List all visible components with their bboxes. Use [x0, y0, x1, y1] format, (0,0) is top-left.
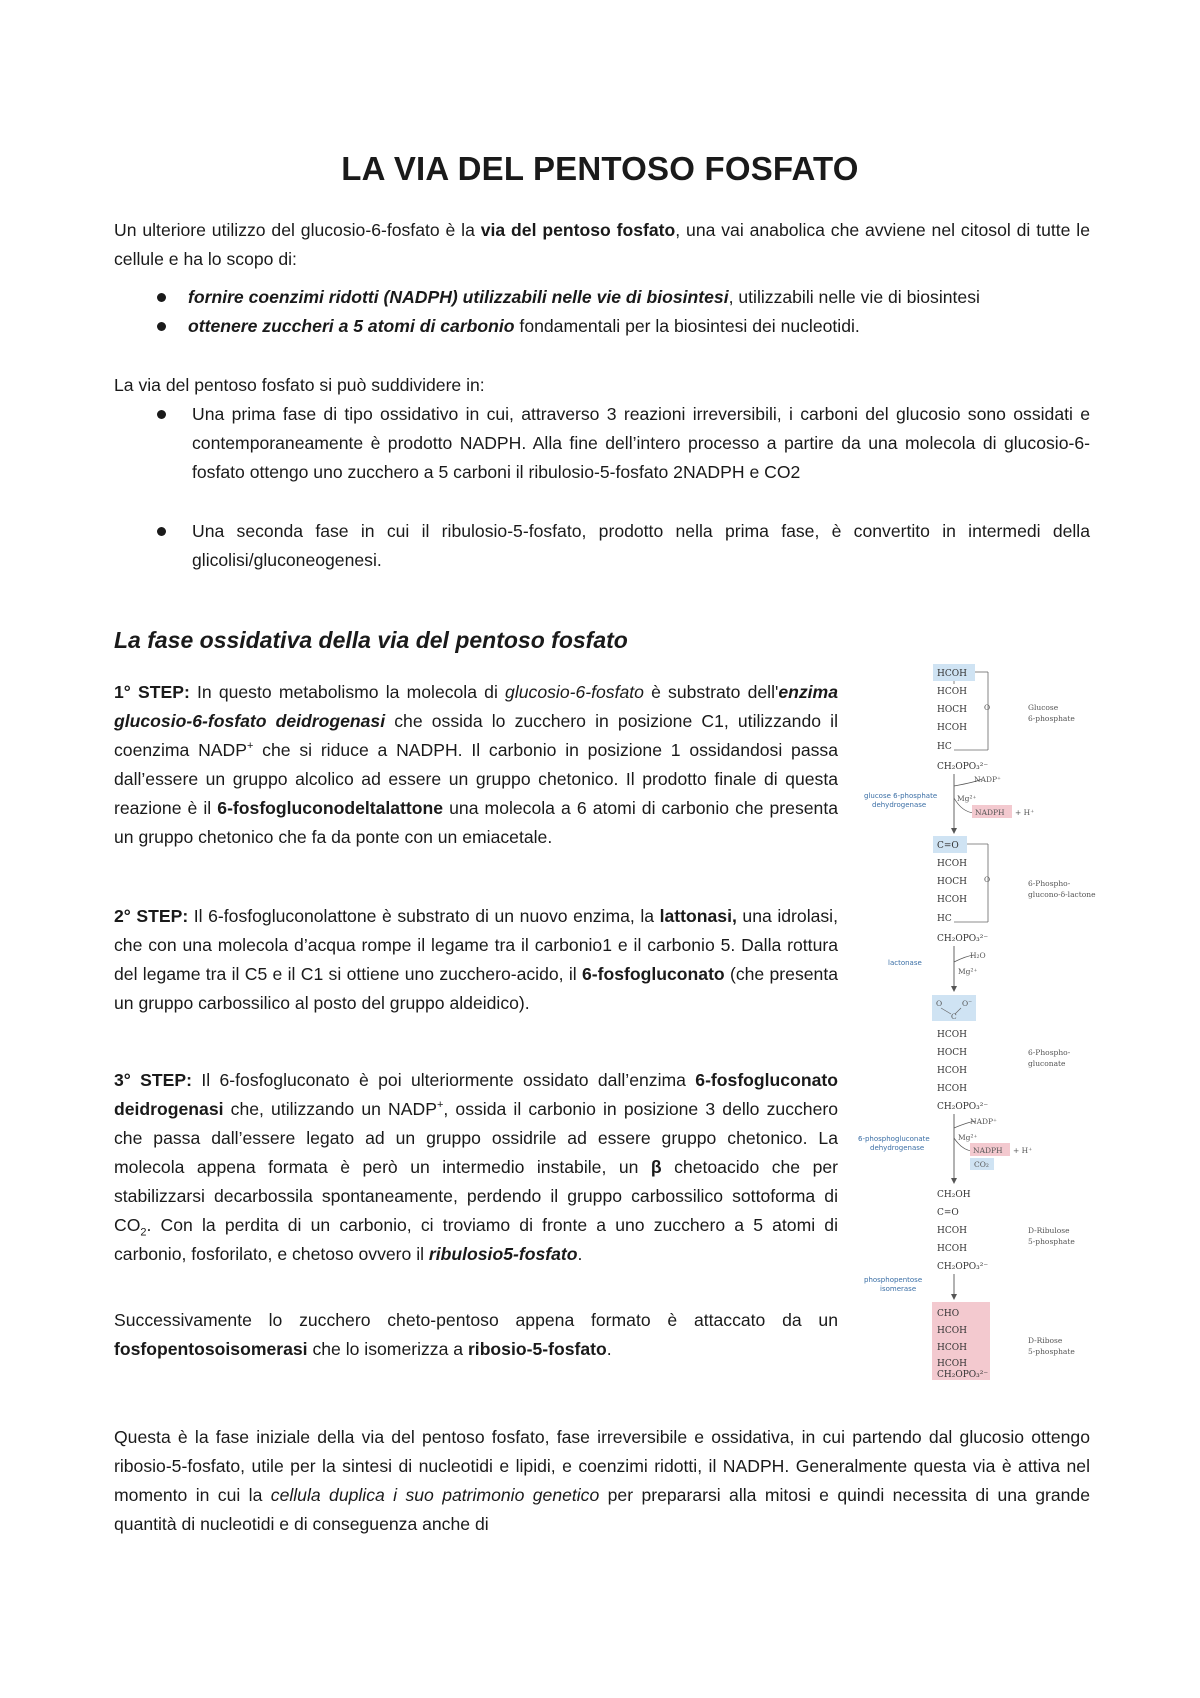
formula-row: HCOH: [937, 687, 967, 697]
superscript: +: [436, 1099, 444, 1112]
formula-row: HCOH: [937, 1326, 967, 1336]
step-text: In questo metabolismo la molecola di: [189, 682, 506, 702]
step-text: una molecola a 6 atomi di carbonio che presenta un gruppo chetonico che fa da ponte con un emiacetale.: [114, 798, 838, 847]
page-title: LA VIA DEL PENTOSO FOSFATO: [341, 150, 859, 187]
product-name: 6-fosfogluconodeltalattone: [217, 798, 444, 818]
intro-text-1: Un ulteriore utilizzo del glucosio-6-fosfato è la: [114, 220, 481, 240]
enzyme-label: 6-phosphogluconate: [858, 1135, 930, 1143]
bullet-dot: [157, 527, 166, 536]
carboxyl-carbon: C: [951, 1012, 957, 1021]
step-text: una idrolasi, che con una molecola d’acqua rompe il legame tra il carbonio1 e il carbonio 5. Dalla rottura del legame tra il C5 e il C1 si ottiene uno zucchero-acido, il: [114, 906, 838, 984]
cofactor-out: NADPH: [975, 808, 1005, 817]
step-text: , ossida il carbonio in posizione 3 dello zucchero che passa dall’essere legato ad un gruppo ossidrile ad essere gruppo chetonico. La molecola appena formata è però un intermedio instabile, un: [114, 1099, 838, 1177]
molecule-name: gluconate: [1028, 1059, 1066, 1068]
enzyme-label: dehydrogenase: [870, 1144, 925, 1152]
goal-item: [188, 312, 1090, 341]
formula-row: CH₂OPO₃²⁻: [937, 1370, 989, 1380]
step-text: che ossida lo zucchero in posizione C1, utilizzando il coenzima NADP: [114, 711, 838, 760]
proton: + H⁺: [1013, 1146, 1033, 1155]
enzyme-label: isomerase: [880, 1285, 917, 1293]
goal-rest: , utilizzabili nelle vie di biosintesi: [728, 287, 980, 307]
step-text: (che presenta un gruppo carbossilico al posto del gruppo aldeidico).: [114, 964, 838, 1013]
formula-row: HCOH: [937, 669, 967, 679]
formula-row: CH₂OPO₃²⁻: [937, 1262, 989, 1272]
subscript: 2: [140, 1226, 147, 1239]
closing-text: per prepararsi alla mitosi e quindi necessita di una grande quantità di nucleotidi e di conseguenza anche di: [114, 1485, 1090, 1534]
formula-row: HOCH: [937, 705, 967, 715]
bullet-dot: [157, 322, 166, 331]
step-label: 2° STEP:: [114, 906, 189, 926]
carboxyl-oxygen: O: [936, 999, 943, 1008]
after-text: Successivamente lo zucchero cheto-pentoso appena formato è attaccato da un: [114, 1310, 838, 1330]
step-2-paragraph: [114, 902, 838, 1018]
closing-italic: cellula duplica i suo patrimonio genetico: [270, 1485, 600, 1505]
molecule-name: 6-Phospho-: [1028, 879, 1071, 888]
enzyme-label: dehydrogenase: [872, 801, 927, 809]
formula-row: HC: [937, 742, 952, 752]
formula-row: HCOH: [937, 1084, 967, 1094]
cofactor-in: NADP⁺: [970, 1117, 997, 1126]
molecule-name: Glucose: [1028, 703, 1059, 712]
enzyme-label: glucose 6-phosphate: [864, 792, 938, 800]
closing-text: Questa è la fase iniziale della via del pentoso fosfato, fase irreversibile e ossidativa, in cui partendo dal glucosio ottengo ribosio-5-fosfato, utile per la sintesi di nucleotidi e lipidi, e coenzimi ridotti, il NADPH. Generalmente questa via è attiva nel momento in cui la: [114, 1427, 1090, 1505]
phase-item: Una seconda fase in cui il ribulosio-5-fosfato, prodotto nella prima fase, è convertito in intermedi della glicolisi/gluconeogenesi.: [192, 521, 1090, 570]
product-name: ribosio-5-fosfato: [467, 1339, 607, 1359]
cofactor-out: NADPH: [973, 1146, 1003, 1155]
enzyme-name: fosfopentosoisomerasi: [114, 1339, 308, 1359]
product-name: ribulosio5-fosfato: [428, 1244, 578, 1264]
ring-oxygen: O: [984, 703, 991, 712]
formula-row: C=O: [937, 1208, 959, 1218]
formula-row: HCOH: [937, 859, 967, 869]
step-text: Il 6-fosfogluconato è poi ulteriormente ossidato dall’enzima: [192, 1070, 696, 1090]
division-intro: La via del pentoso fosfato si può suddividere in:: [114, 375, 485, 395]
formula-row: C=O: [937, 841, 959, 851]
proton: + H⁺: [1015, 808, 1035, 817]
superscript: +: [246, 740, 254, 753]
cofactor: Mg²⁺: [958, 967, 978, 976]
formula-row: HC: [937, 914, 952, 924]
molecule-name: D-Ribose: [1028, 1336, 1063, 1345]
enzyme-label: lactonase: [888, 959, 922, 967]
molecule-name: 6-phosphate: [1028, 714, 1075, 723]
formula-row: HCOH: [937, 1359, 967, 1369]
bullet-dot: [157, 293, 166, 302]
step-text: chetoacido che per stabilizzarsi decarbossila spontaneamente, perdendo il gruppo carbossilico sottoforma di CO: [114, 1157, 839, 1235]
pathway-figure: [858, 660, 1128, 1380]
formula-row: HOCH: [937, 1048, 967, 1058]
goal-emphasis: ottenere zuccheri a 5 atomi di carbonio: [188, 316, 515, 336]
bullet-dot: [157, 410, 166, 419]
goal-item: [188, 283, 1090, 312]
formula-row: HCOH: [937, 1066, 967, 1076]
formula-row: CH₂OPO₃²⁻: [937, 762, 989, 772]
co2-out: CO₂: [974, 1160, 989, 1169]
enzyme-label: phosphopentose: [864, 1276, 923, 1284]
molecule-name: glucono-δ-lactone: [1028, 890, 1096, 899]
formula-row: CH₂OPO₃²⁻: [937, 1102, 989, 1112]
molecule-name: D-Ribulose: [1028, 1226, 1070, 1235]
step-text: Il 6-fosfogluconolattone è substrato di un nuovo enzima, la: [188, 906, 660, 926]
pathway-diagram: [858, 660, 1128, 1380]
step-text: .: [577, 1244, 583, 1264]
cofactor-in: H₂O: [970, 951, 986, 960]
cofactor: Mg²⁺: [957, 794, 977, 803]
formula-row: HCOH: [937, 895, 967, 905]
step-1-paragraph: [114, 678, 838, 852]
formula-row: HCOH: [937, 723, 967, 733]
step-text: che si riduce a NADPH. Il carbonio in posizione 1 ossidandosi passa dall’essere un gruppo alcolico ad essere un gruppo chetonico. Il prodotto finale di questa reazione è il: [114, 740, 838, 818]
phase-item: Una prima fase di tipo ossidativo in cui, attraverso 3 reazioni irreversibili, i carboni del glucosio sono ossidati e contemporaneamente è prodotto NADPH. Alla fine dell’intero processo a partire da una molecola di glucosio-6-fosfato ottengo uno zucchero a 5 carboni il ribulosio-5-fosfato 2NADPH e CO2: [192, 404, 1090, 482]
section-subheading: La fase ossidativa della via del pentoso fosfato: [114, 627, 628, 653]
formula-row: CH₂OH: [937, 1190, 971, 1200]
step-text: che, utilizzando un NADP: [223, 1099, 437, 1119]
closing-paragraph: [114, 1423, 1090, 1539]
product-name: 6-fosfogluconato: [581, 964, 725, 984]
molecule-name: 6-Phospho-: [1028, 1048, 1071, 1057]
cofactor-in: NADP⁺: [974, 775, 1001, 784]
intro-paragraph: [114, 216, 1090, 274]
step-text: è substrato dell': [643, 682, 779, 702]
formula-row: HCOH: [937, 1244, 967, 1254]
step-label: 3° STEP:: [114, 1070, 192, 1090]
ring-oxygen: O: [984, 875, 991, 884]
step-label: 1° STEP:: [114, 682, 190, 702]
formula-row: HCOH: [937, 1226, 967, 1236]
after-text: che lo isomerizza a: [307, 1339, 468, 1359]
cofactor: Mg²⁺: [958, 1133, 978, 1142]
step-italic: glucosio-6-fosfato: [505, 682, 644, 702]
molecule-name: 5-phosphate: [1028, 1237, 1075, 1246]
intro-text-2: , una vai anabolica che avviene nel citosol di tutte le cellule e ha lo scopo di:: [114, 220, 1090, 269]
formula-row: HOCH: [937, 877, 967, 887]
enzyme-name: lattonasi,: [659, 906, 737, 926]
step-3-paragraph: [114, 1066, 838, 1269]
formula-row: HCOH: [937, 1030, 967, 1040]
isomerization-paragraph: [114, 1306, 838, 1364]
goal-rest: fondamentali per la biosintesi dei nucleotidi.: [514, 316, 860, 336]
formula-row: CH₂OPO₃²⁻: [937, 934, 989, 944]
enzyme-name: 6-fosfogluconato deidrogenasi: [114, 1070, 838, 1119]
after-text: .: [606, 1339, 612, 1359]
enzyme-name: enzima glucosio-6-fosfato deidrogenasi: [114, 682, 838, 731]
step-text: . Con la perdita di un carbonio, ci troviamo di fronte a uno zucchero a 5 atomi di carbonio, fosforilato, e chetoso ovvero il: [114, 1215, 838, 1264]
molecule-name: 5-phosphate: [1028, 1347, 1075, 1356]
formula-row: HCOH: [937, 1343, 967, 1353]
goal-emphasis: fornire coenzimi ridotti (NADPH) utilizzabili nelle vie di biosintesi: [188, 287, 729, 307]
carboxyl-oxygen: O⁻: [962, 999, 973, 1008]
formula-row: CHO: [937, 1309, 960, 1319]
intro-bold-term: via del pentoso fosfato: [480, 220, 676, 240]
beta-symbol: β: [650, 1157, 662, 1177]
